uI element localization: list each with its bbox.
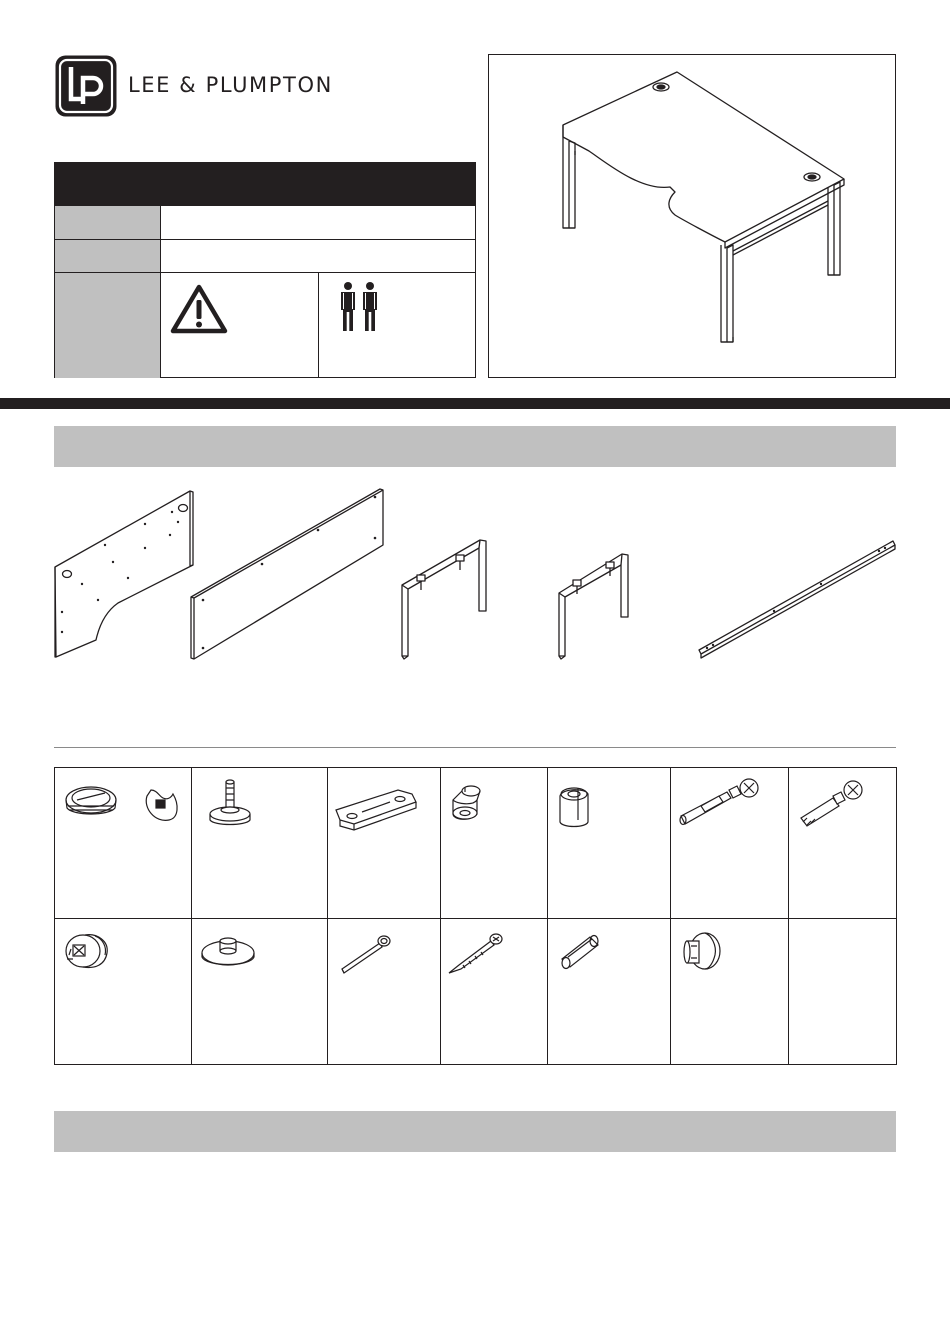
info-row-label <box>55 273 161 378</box>
hardware-grid <box>54 767 897 1065</box>
rail-beam-icon <box>699 541 895 658</box>
brand-logo <box>54 54 354 118</box>
product-info-table <box>54 162 476 378</box>
section-divider <box>54 747 896 748</box>
hardware-cell <box>671 768 789 919</box>
cam-lock-icon <box>55 919 192 1065</box>
modesty-panel-icon <box>191 489 383 659</box>
info-table-header <box>55 163 475 205</box>
hardware-cell <box>55 919 192 1065</box>
corner-desktop-panel-icon <box>55 491 193 657</box>
brand-name: LEE & PLUMPTON <box>128 73 333 97</box>
bush-washer-icon <box>671 919 789 1065</box>
hardware-cell <box>192 768 328 919</box>
hardware-cell-empty <box>789 919 897 1065</box>
corner-desk-icon <box>489 55 897 379</box>
cam-bolt-short-icon <box>789 768 897 919</box>
product-image-box <box>488 54 896 378</box>
info-row-label <box>55 206 161 239</box>
machine-screw-icon <box>328 919 441 1065</box>
spacer-short-icon <box>441 768 548 919</box>
connector-plate-icon <box>328 768 441 919</box>
leg-frame-small-icon <box>559 554 628 659</box>
hardware-cell <box>55 768 192 919</box>
hardware-cell <box>548 768 671 919</box>
hardware-cell <box>192 919 328 1065</box>
hardware-cell <box>548 919 671 1065</box>
cam-bolt-long-icon <box>671 768 789 919</box>
hardware-cell <box>671 919 789 1065</box>
hardware-cell <box>328 919 441 1065</box>
info-cell-divider <box>318 273 319 378</box>
hardware-cell <box>441 919 548 1065</box>
wood-screw-icon <box>441 919 548 1065</box>
hardware-cell <box>789 768 897 919</box>
parts-section-header <box>54 426 896 467</box>
info-row-value <box>161 240 475 272</box>
cable-grommet-icon <box>55 768 192 919</box>
warning-triangle-icon <box>169 283 229 335</box>
dowel-icon <box>548 919 671 1065</box>
leg-frame-large-icon <box>402 540 486 659</box>
lp-monogram-icon <box>54 54 118 118</box>
info-row-value <box>161 206 475 239</box>
hardware-cell <box>328 768 441 919</box>
info-row-label <box>55 240 161 272</box>
parts-drawings <box>0 480 950 670</box>
glide-disc-icon <box>192 919 328 1065</box>
info-row <box>55 205 475 239</box>
hardware-cell <box>441 768 548 919</box>
two-person-lift-icon <box>337 281 381 333</box>
header-divider <box>0 398 950 409</box>
info-row <box>55 239 475 272</box>
spacer-tall-icon <box>548 768 671 919</box>
leveling-foot-icon <box>192 768 328 919</box>
assembly-section-header <box>54 1111 896 1152</box>
info-row <box>55 272 475 378</box>
